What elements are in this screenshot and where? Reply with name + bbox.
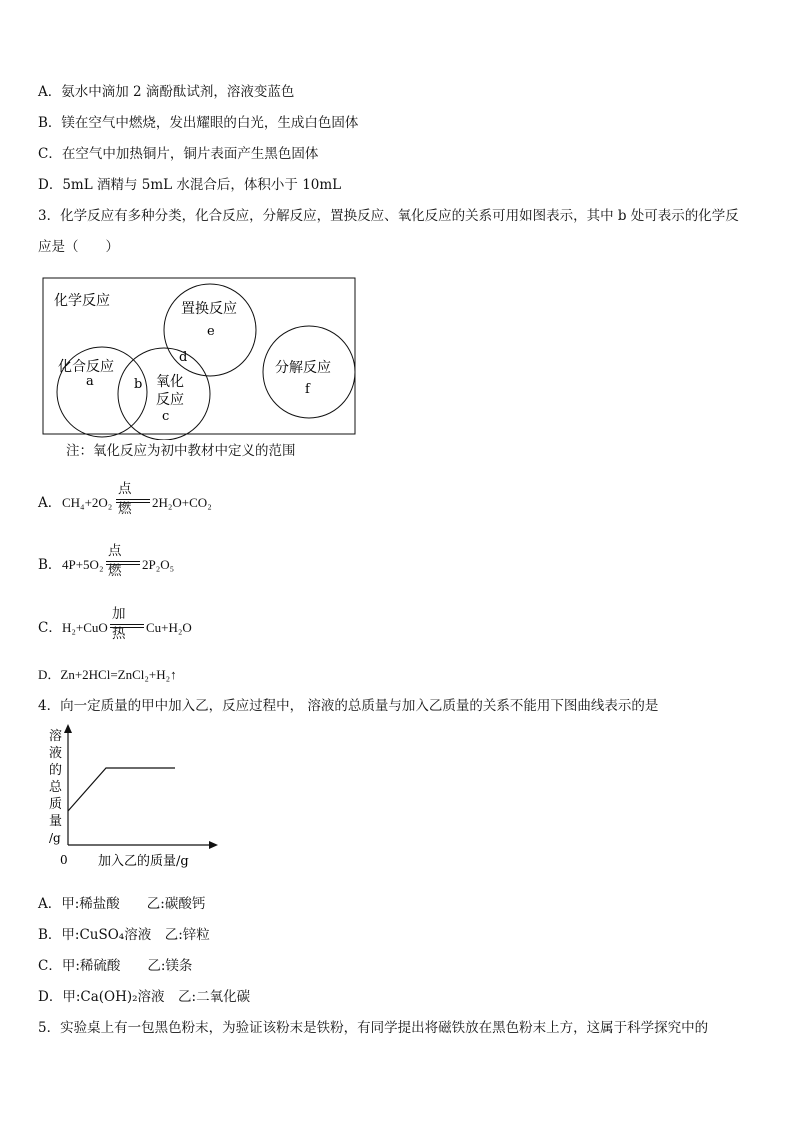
label-hehe: 化合反应	[58, 359, 114, 375]
q3-option-c-prefix: C．	[38, 620, 62, 636]
q3-option-b-left: 4P+5O₂	[62, 557, 104, 572]
q3-stem-line1: 3．化学反应有多种分类，化合反应，分解反应，置换反应、氧化反应的关系可用如图表示，其中 b 处可表示的化学反	[38, 208, 739, 224]
q4-stem: 4．向一定质量的甲中加入乙，反应过程中， 溶液的总质量与加入乙质量的关系不能用下图曲线表示的是	[38, 698, 659, 714]
y-label-char-4: 质	[49, 797, 63, 812]
q3-option-a-prefix: A．	[38, 495, 62, 511]
q4-option-b: B．甲:CuSO₄溶液 乙:锌粒	[38, 927, 210, 943]
y-label-char-6: /g	[49, 831, 61, 845]
q2-option-c: C．在空气中加热铜片，铜片表面产生黑色固体	[38, 146, 319, 162]
q4-graph	[44, 724, 224, 872]
q3-option-c-bar1	[110, 624, 144, 625]
label-a: a	[86, 374, 94, 389]
q4-option-a: A．甲:稀盐酸 乙:碳酸钙	[38, 896, 206, 912]
label-yanghua-1: 氧化	[156, 374, 184, 390]
outer-label: 化学反应	[54, 293, 110, 309]
q3-option-b-prefix: B．	[38, 557, 62, 573]
label-yanghua-2: 反应	[156, 392, 184, 408]
q4-option-d: D．甲:Ca(OH)₂溶液 乙:二氧化碳	[38, 989, 251, 1005]
label-fenjie: 分解反应	[275, 360, 331, 376]
y-label-char-1: 液	[49, 746, 63, 761]
q3-option-b-right: 2P₂O₅	[142, 557, 175, 572]
label-b: b	[134, 377, 143, 392]
curve	[68, 768, 175, 811]
y-label-char-3: 总	[49, 780, 63, 795]
label-zhihuan: 置换反应	[181, 301, 237, 317]
q3-option-a-condition: 点燃	[118, 481, 132, 517]
q2-option-b: B．镁在空气中燃烧，发出耀眼的白光，生成白色固体	[38, 115, 359, 131]
q5-stem: 5．实验桌上有一包黑色粉末，为验证该粉末是铁粉，有同学提出将磁铁放在黑色粉末上方，这属于科学探究中的	[38, 1020, 709, 1036]
q3-option-a-right: 2H₂O+CO₂	[152, 495, 212, 510]
y-label-char-5: 量	[49, 814, 63, 829]
q4-option-c: C．甲:稀硫酸 乙:镁条	[38, 958, 193, 974]
q3-option-c-right: Cu+H₂O	[146, 620, 192, 635]
q3-option-d: D．Zn+2HCl=ZnCl₂+H₂↑	[38, 667, 177, 682]
q3-option-b-bar2	[106, 564, 140, 565]
q3-option-c-left: H₂+CuO	[62, 620, 108, 635]
label-d: d	[179, 350, 188, 365]
q3-option-a-bar2	[116, 502, 150, 503]
q3-note: 注：氧化反应为初中教材中定义的范围	[66, 443, 296, 459]
y-axis-arrow	[64, 724, 72, 733]
label-f: f	[305, 382, 310, 397]
y-label-char-2: 的	[49, 763, 63, 778]
q3-option-c-condition: 加热	[112, 606, 126, 642]
q3-option-a-bar1	[116, 499, 150, 500]
q3-option-c-bar2	[110, 627, 144, 628]
q3-option-b-condition: 点燃	[108, 543, 122, 579]
q3-stem-line2: 应是（ ）	[38, 239, 119, 255]
q3-venn-diagram	[40, 275, 360, 440]
y-label-char-0: 溶	[49, 729, 63, 744]
x-axis-label: 加入乙的质量/g	[98, 854, 189, 869]
label-c: c	[162, 409, 170, 424]
q3-option-a-left: CH₄+2O₂	[62, 495, 113, 510]
q2-option-a: A．氨水中滴加 2 滴酚酞试剂，溶液变蓝色	[38, 84, 295, 100]
q2-option-d: D．5mL 酒精与 5mL 水混合后，体积小于 10mL	[38, 177, 342, 193]
origin-label: 0	[60, 853, 68, 867]
x-axis-arrow	[209, 841, 218, 849]
label-e: e	[207, 324, 215, 339]
q3-option-b-bar1	[106, 561, 140, 562]
